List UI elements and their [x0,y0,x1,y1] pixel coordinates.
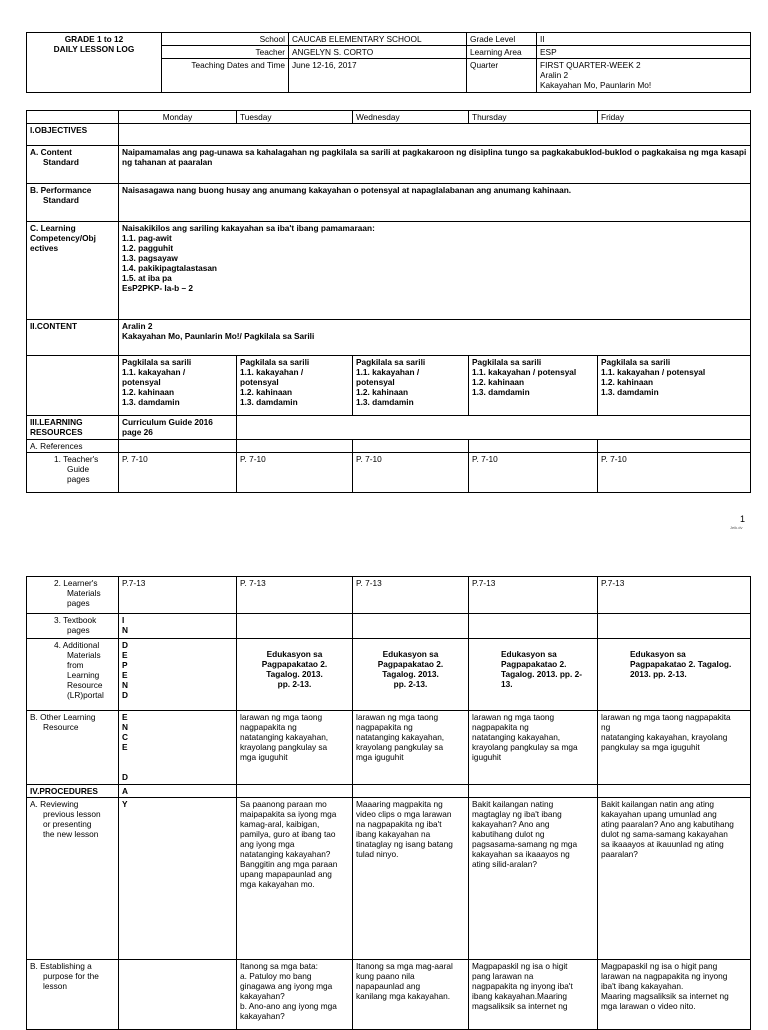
page-number: 1 [740,514,746,524]
day-wednesday: Wednesday [353,111,469,124]
tg-friday: P. 7-10 [598,453,751,493]
lm-wednesday: P. 7-13 [353,577,469,614]
other-tuesday: larawan ng mga taong nagpapakita ng natatanging kakayahan, krayolang pangkulay sa mga iguguhit [237,711,353,785]
vertical-letter: N [122,722,128,732]
day-tuesday: Tuesday [237,111,353,124]
vertical-letter: N [122,625,128,635]
lm-thursday: P.7-13 [469,577,598,614]
review-thursday: Bakit kailangan nating magtaglay ng iba't ibang kakayahan? Ano ang kabutihang dulot ng pagsasama-samang ng mga kakayahan sa ikaaayos ng ating silid-aralan? [469,798,598,960]
vertical-letters-mid [119,639,237,711]
competency-value: Naisakikilos ang sariling kakayahan sa iba't ibang pamamaraan: 1.1. pag-awit 1.2. pagguhit 1.3. pagsayaw 1.4. pakikipagtalastasan 1.5. at iba pa EsP2PKP- Ia-b – 2 [119,222,751,320]
quarter-label: Quarter [467,59,537,93]
textbook-thursday [469,614,598,639]
edu-wednesday: Edukasyon sa Pagpapakatao 2. Tagalog. 2013. pp. 2-13. [353,639,469,711]
vertical-letter: I [122,615,125,625]
review-friday: Bakit kailangan natin ang ating kakayahan upang umunlad ang ating paaralan? Ano ang kabutihang dulot ng sama-samang kakayahan sa ikaaayos at ikauunlad ng ating paaralan? [598,798,751,960]
edu-friday: Edukasyon sa Pagpapakatao 2. Tagalog. 2013. pp. 2-13. [598,639,751,711]
textbook-tuesday [237,614,353,639]
purpose-wednesday: Itanong sa mga mag-aaral kung paano nila napapaunlad ang kanilang mga kakayahan. [353,960,469,1030]
references-friday [598,440,751,453]
procedures-tuesday [237,785,353,798]
resources-value: Curriculum Guide 2016 page 26 [119,416,237,440]
review-tuesday: Sa paanong paraan mo maipapakita sa iyong mga kamag-aral, kaibigan, pamilya, guro at ibang tao ang iyong mga natatanging kakayahan? Banggitin ang mga paraan upang mapapaunlad ang mga kakayahan mo. [237,798,353,960]
procedures-wednesday [353,785,469,798]
content-standard-label: A. Content Standard [27,146,119,184]
tg-wednesday: P. 7-10 [353,453,469,493]
vertical-letter: E [122,742,128,752]
edu-thursday: Edukasyon sa Pagpapakatao 2. Tagalog. 2013. pp. 2- 13. [469,639,598,711]
other-thursday: larawan ng mga taong nagpapakita ng natatanging kakayahan, krayolang pangkulay sa mga iguguhit [469,711,598,785]
textbook-label: 3. Textbook pages [27,614,119,639]
vertical-letter: D [122,772,128,782]
lm-friday: P.7-13 [598,577,751,614]
pagkilala-monday: Pagkilala sa sarili 1.1. kakayahan / potensyal 1.2. kahinaan 1.3. damdamin [119,356,237,416]
header-title-cell [27,33,162,93]
vertical-letter: E [122,712,128,722]
pagkilala-wednesday: Pagkilala sa sarili 1.1. kakayahan / potensyal 1.2. kahinaan 1.3. damdamin [353,356,469,416]
teacher-value: ANGELYN S. CORTO [289,46,467,59]
resources-label: III.LEARNING RESOURCES [27,416,119,440]
page-footer-mark: Jeik.dv [730,525,743,530]
vertical-letter: E [122,670,128,680]
purpose-monday [119,960,237,1030]
pagkilala-tuesday: Pagkilala sa sarili 1.1. kakayahan / potensyal 1.2. kahinaan 1.3. damdamin [237,356,353,416]
quarter-value: FIRST QUARTER-WEEK 2 Aralin 2 Kakayahan Mo, Paunlarin Mo! [537,59,751,93]
vertical-letter: N [122,680,128,690]
tg-monday: P. 7-10 [119,453,237,493]
tg-thursday: P. 7-10 [469,453,598,493]
grade-level-value: II [537,33,751,46]
dates-value: June 12-16, 2017 [289,59,467,93]
references-wednesday [353,440,469,453]
textbook-friday [598,614,751,639]
day-friday: Friday [598,111,751,124]
resources-empty [237,416,751,440]
school-value: CAUCAB ELEMENTARY SCHOOL [289,33,467,46]
lesson-table-page1 [26,110,751,493]
vertical-letter: E [122,650,128,660]
content-label: II.CONTENT [27,320,119,356]
procedures-thursday [469,785,598,798]
grade-title: GRADE 1 to 12 [64,34,124,44]
objectives-label: I.OBJECTIVES [27,124,119,146]
grade-level-label: Grade Level [467,33,537,46]
performance-standard-label: B. Performance Standard [27,184,119,222]
lm-tuesday: P. 7-13 [237,577,353,614]
corner-cell [27,111,119,124]
teacher-label: Teacher [162,46,289,59]
content-value: Aralin 2 Kakayahan Mo, Paunlarin Mo!/ Pagkilala sa Sarili [119,320,751,356]
vertical-letter: D [122,640,128,650]
day-monday: Monday [119,111,237,124]
reviewing-label: A. Reviewing previous lesson or presenting the new lesson [27,798,119,960]
learning-area-value: ESP [537,46,751,59]
vertical-letters-top [119,614,237,639]
references-thursday [469,440,598,453]
edu-tuesday: Edukasyon sa Pagpapakatao 2. Tagalog. 2013. pp. 2-13. [237,639,353,711]
log-title: DAILY LESSON LOG [53,44,135,54]
procedures-friday [598,785,751,798]
references-label: A. References [27,440,119,453]
header-table [26,32,751,93]
pagkilala-thursday: Pagkilala sa sarili 1.1. kakayahan / potensyal 1.2. kahinaan 1.3. damdamin [469,356,598,416]
purpose-friday: Magpapaskil ng isa o higit pang larawan na nagpapakita ng inyong iba't ibang kakayahan. Maaring magsaliksik sa internet ng mga larawan o video nito. [598,960,751,1030]
vertical-letter: D [122,690,128,700]
references-monday [119,440,237,453]
vertical-letters-lower [119,711,237,785]
lesson-table-page2 [26,576,751,1030]
other-friday: larawan ng mga taong nagpapakita ng natatanging kakayahan, krayolang pangkulay sa mga iguguhit [598,711,751,785]
other-resources-label: B. Other Learning Resource [27,711,119,785]
vertical-letter: P [122,660,128,670]
day-thursday: Thursday [469,111,598,124]
performance-standard-value: Naisasagawa nang buong husay ang anumang kakayahan o potensyal at napaglalabanan ang anumang kahinaan. [119,184,751,222]
learning-area-label: Learning Area [467,46,537,59]
other-wednesday: larawan ng mga taong nagpapakita ng natatanging kakayahan, krayolang pangkulay sa mga iguguhit [353,711,469,785]
vertical-letter: C [122,732,128,742]
content-standard-value: Naipamamalas ang pag-unawa sa kahalagahan ng pagkilala sa sarili at pagkakaroon ng disiplina tungo sa pagkakabuklod-buklod o pagkakaisa ng mga kasapi ng tahanan at paaralan [119,146,751,184]
additional-materials-label: 4. Additional Materials from Learning Resource (LR)portal [27,639,119,711]
pagkilala-friday: Pagkilala sa sarili 1.1. kakayahan / potensyal 1.2. kahinaan 1.3. damdamin [598,356,751,416]
procedures-label: IV.PROCEDURES [27,785,119,798]
textbook-wednesday [353,614,469,639]
objectives-value [119,124,751,146]
review-wednesday: Maaaring magpakita ng video clips o mga larawan na nagpapakita ng iba't ibang kakayahan na tinataglay ng isang batang tulad ninyo. [353,798,469,960]
school-label: School [162,33,289,46]
references-tuesday [237,440,353,453]
pagkilala-empty [27,356,119,416]
teachers-guide-label: 1. Teacher's Guide pages [27,453,119,493]
tg-tuesday: P. 7-10 [237,453,353,493]
lm-monday: P.7-13 [119,577,237,614]
purpose-tuesday: Itanong sa mga bata: a. Patuloy mo bang ginagawa ang iyong mga kakayahan? b. Ano-ano ang iyong mga kakayahan? [237,960,353,1030]
competency-label: C. Learning Competency/Obj ectives [27,222,119,320]
purpose-label: B. Establishing a purpose for the lesson [27,960,119,1030]
vertical-letter-y: Y [119,798,237,960]
vertical-letter-a: A [119,785,237,798]
learners-materials-label: 2. Learner's Materials pages [27,577,119,614]
purpose-thursday: Magpapaskil ng isa o higit pang larawan na nagpapakita ng inyong iba't ibang kakayahan.Maaring magsaliksik sa internet ng [469,960,598,1030]
dates-label: Teaching Dates and Time [162,59,289,93]
